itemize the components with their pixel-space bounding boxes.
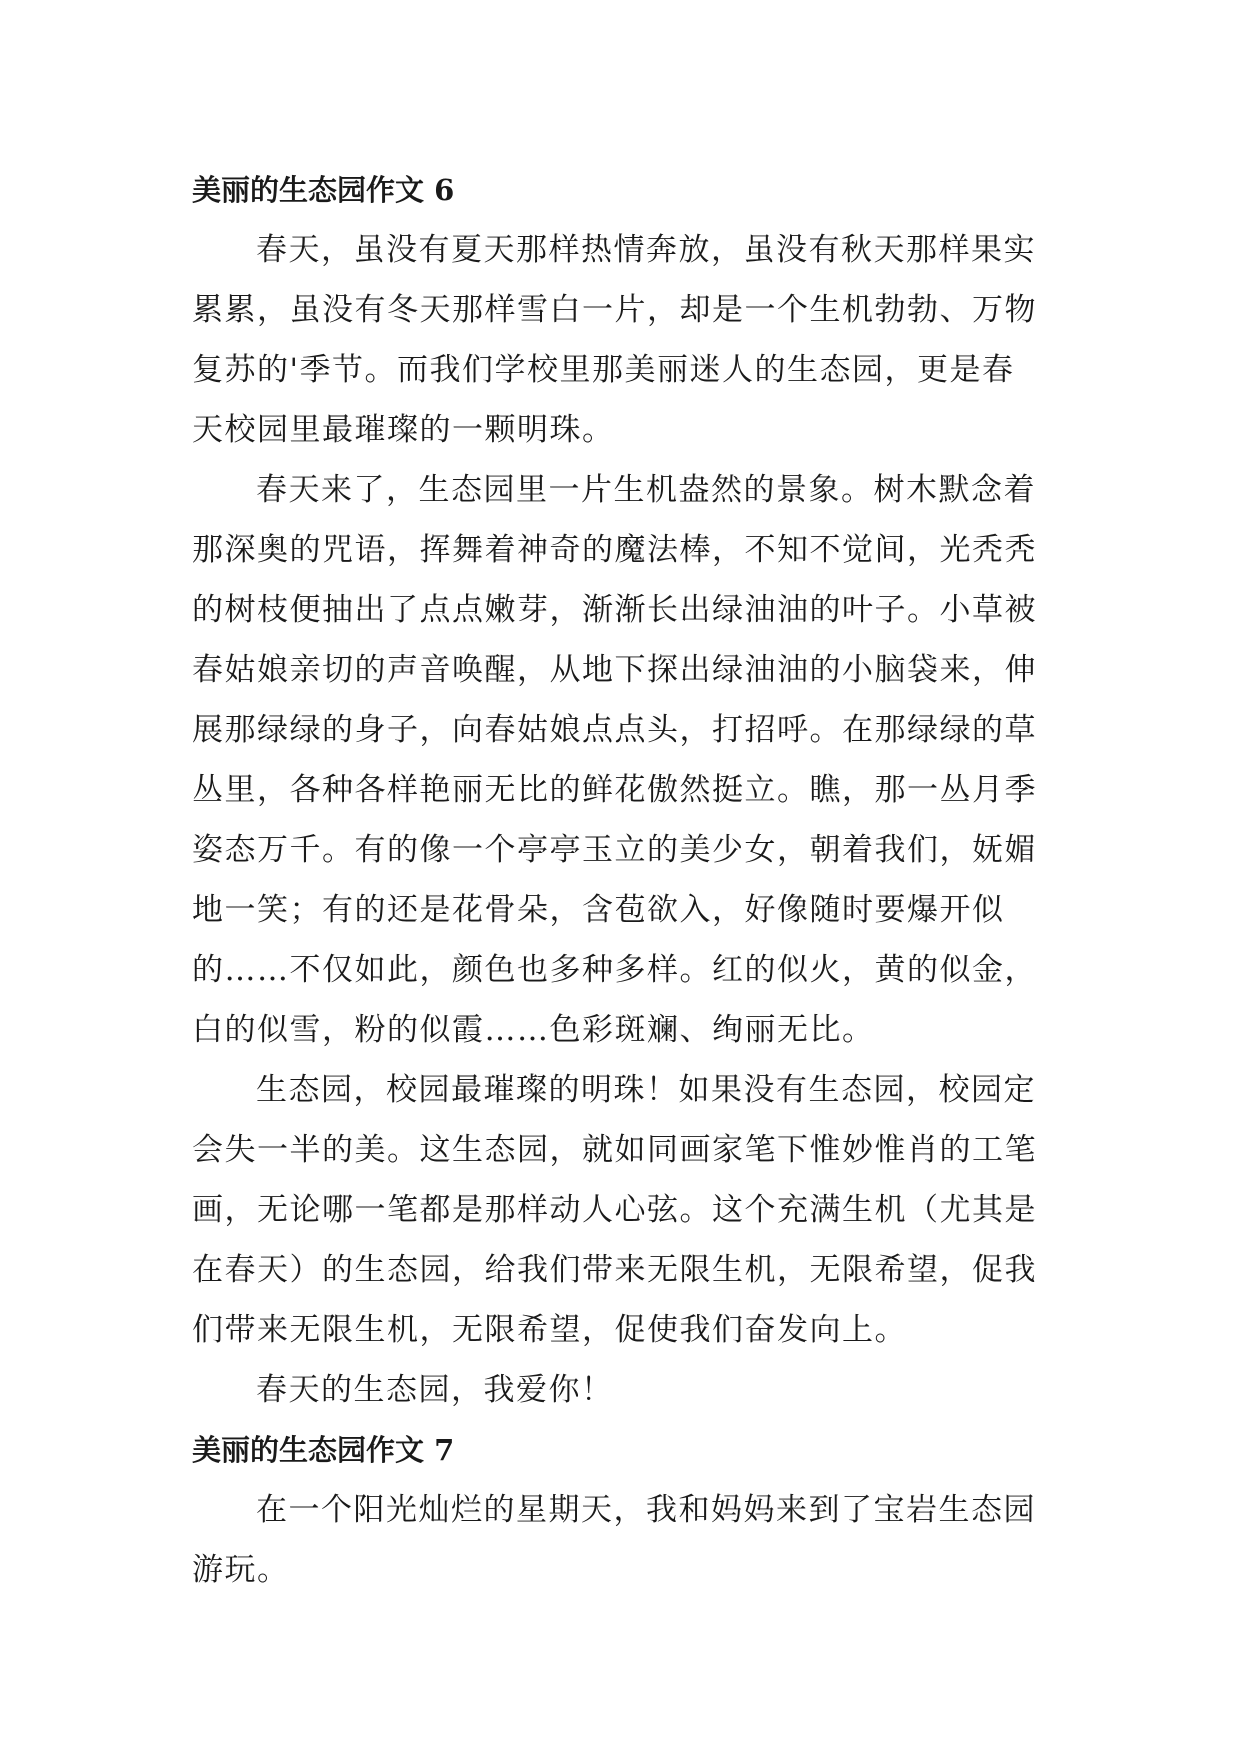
paragraph-5 [192, 1480, 1070, 1600]
text-line: 天校园里最璀璨的一颗明珠。 [192, 412, 615, 448]
text-line: 春天来了，生态园里一片生机盎然的景象。树木默念着 [256, 472, 1036, 508]
text-line: 画，无论哪一笔都是那样动人心弦。这个充满生机（尤其是 [192, 1192, 1037, 1228]
text-line: 们带来无限生机，无限希望，促使我们奋发向上。 [192, 1312, 907, 1348]
text-line: 那深奥的咒语，挥舞着神奇的魔法棒，不知不觉间，光秃秃 [192, 532, 1037, 568]
essay-title-7: 美丽的生态园作文 7 [192, 1433, 455, 1467]
text-line: 展那绿绿的身子，向春姑娘点点头，打招呼。在那绿绿的草 [192, 712, 1037, 748]
text-line: 地一笑；有的还是花骨朵，含苞欲入，好像随时要爆开似 [192, 892, 1005, 928]
text-line: 白的似雪，粉的似霞……色彩斑斓、绚丽无比。 [192, 1012, 875, 1048]
text-line: 复苏的'季节。而我们学校里那美丽迷人的生态园，更是春 [192, 352, 1015, 388]
text-line: 的……不仅如此，颜色也多种多样。红的似火，黄的似金， [192, 952, 1037, 988]
text-line: 生态园，校园最璀璨的明珠！如果没有生态园，校园定 [256, 1072, 1036, 1108]
text-line: 春天，虽没有夏天那样热情奔放，虽没有秋天那样果实 [256, 232, 1036, 268]
essay-title-6: 美丽的生态园作文 6 [192, 173, 455, 207]
text-line: 在春天）的生态园，给我们带来无限生机，无限希望，促我 [192, 1252, 1037, 1288]
text-line: 春姑娘亲切的声音唤醒，从地下探出绿油油的小脑袋来，伸 [192, 652, 1037, 688]
text-line: 游玩。 [192, 1552, 290, 1588]
text-line: 在一个阳光灿烂的星期天，我和妈妈来到了宝岩生态园 [256, 1492, 1036, 1528]
text-line: 会失一半的美。这生态园，就如同画家笔下惟妙惟肖的工笔 [192, 1132, 1037, 1168]
paragraph-1 [192, 220, 1070, 460]
document-page [192, 160, 1070, 1600]
text-line: 的树枝便抽出了点点嫩芽，渐渐长出绿油油的叶子。小草被 [192, 592, 1037, 628]
text-line: 姿态万千。有的像一个亭亭玉立的美少女，朝着我们，妩媚 [192, 832, 1037, 868]
text-line: 累累，虽没有冬天那样雪白一片，却是一个生机勃勃、万物 [192, 292, 1037, 328]
text-line: 春天的生态园，我爱你！ [256, 1372, 614, 1408]
paragraph-2 [192, 460, 1070, 1060]
text-line: 丛里，各种各样艳丽无比的鲜花傲然挺立。瞧，那一丛月季 [192, 772, 1037, 808]
paragraph-4 [192, 1360, 1070, 1420]
paragraph-3 [192, 1060, 1070, 1360]
